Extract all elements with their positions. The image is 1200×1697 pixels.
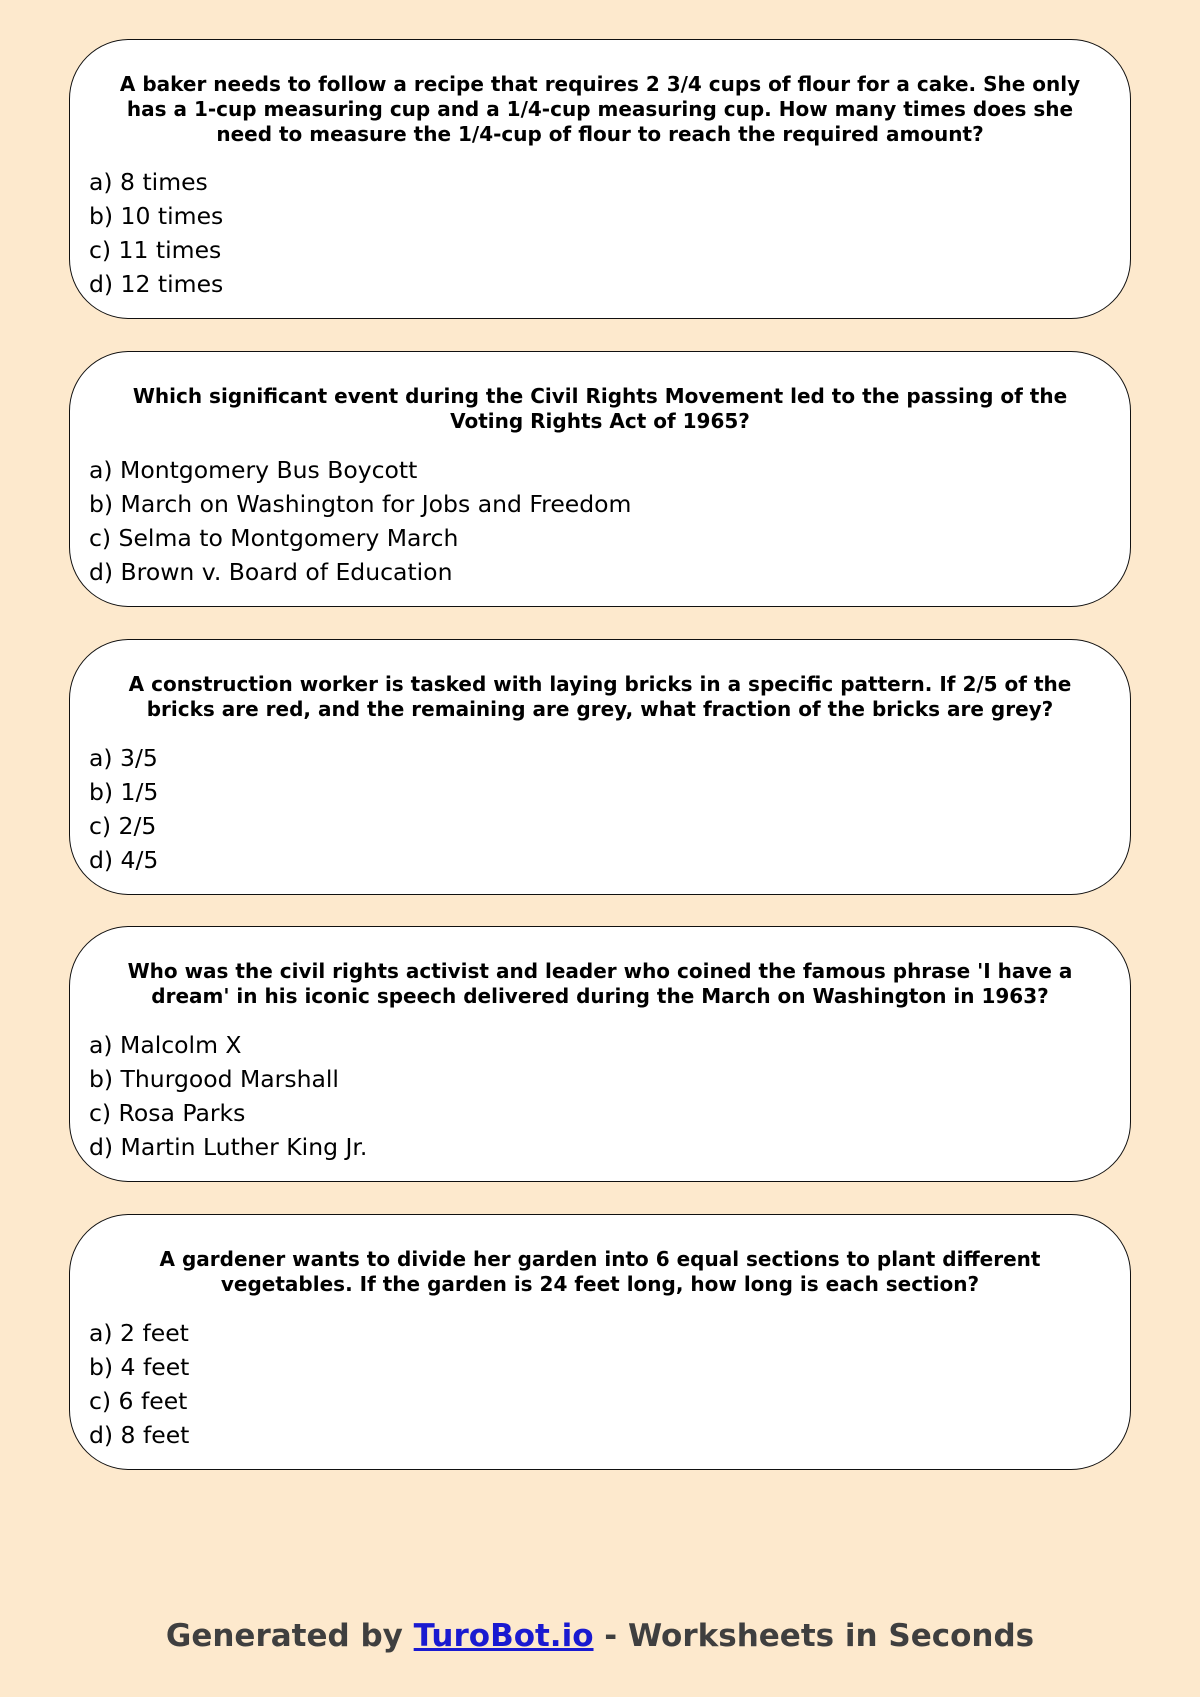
option-c: c) 6 feet (89, 1387, 188, 1415)
option-b: b) 10 times (89, 202, 224, 230)
question-text: A baker needs to follow a recipe that requires 2 3/4 cups of flour for a cake. She only has a 1-cup measuring cup and a 1/4-cup measuring cup. How many times does she need to measure the 1/4-cup of flour to reach the required amount? (119, 72, 1081, 146)
option-d: d) 8 feet (89, 1421, 190, 1449)
option-c: c) Selma to Montgomery March (89, 524, 459, 552)
question-card-3 (69, 639, 1131, 895)
option-b: b) March on Washington for Jobs and Freedom (89, 490, 632, 518)
option-a: a) 8 times (89, 168, 208, 196)
option-a: a) 2 feet (89, 1319, 189, 1347)
option-a: a) Montgomery Bus Boycott (89, 456, 418, 484)
question-card-4 (69, 926, 1131, 1182)
footer-suffix: - Worksheets in Seconds (593, 1618, 1035, 1654)
question-text: Who was the civil rights activist and leader who coined the famous phrase 'I have a dream' in his iconic speech delivered during the March on Washington in 1963? (127, 959, 1073, 1008)
question-text: Which significant event during the Civil Rights Movement led to the passing of the Voting Rights Act of 1965? (132, 384, 1068, 433)
question-card-5 (69, 1214, 1131, 1470)
option-d: d) Brown v. Board of Education (89, 558, 453, 586)
option-b: b) 4 feet (89, 1353, 190, 1381)
option-c: c) Rosa Parks (89, 1099, 246, 1127)
question-card-1 (69, 39, 1131, 319)
option-c: c) 11 times (89, 236, 222, 264)
option-b: b) Thurgood Marshall (89, 1065, 339, 1093)
answer-options (70, 165, 223, 301)
question-text: A construction worker is tasked with laying bricks in a specific pattern. If 2/5 of the bricks are red, and the remaining are grey, what fraction of the bricks are grey? (128, 672, 1072, 721)
answer-options (70, 453, 631, 589)
footer-credit (0, 1618, 1200, 1654)
option-d: d) 4/5 (89, 846, 159, 874)
option-a: a) 3/5 (89, 744, 158, 772)
answer-options (70, 1028, 367, 1164)
footer-prefix: Generated by (165, 1618, 414, 1654)
answer-options (70, 741, 158, 877)
answer-options (70, 1316, 189, 1452)
option-a: a) Malcolm X (89, 1031, 242, 1059)
question-text: A gardener wants to divide her garden into 6 equal sections to plant different vegetables. If the garden is 24 feet long, how long is each section? (159, 1247, 1041, 1296)
option-b: b) 1/5 (89, 778, 159, 806)
turobot-link[interactable]: TuroBot.io (413, 1618, 594, 1654)
option-d: d) Martin Luther King Jr. (89, 1133, 368, 1161)
question-card-2 (69, 351, 1131, 607)
option-c: c) 2/5 (89, 812, 157, 840)
option-d: d) 12 times (89, 270, 224, 298)
